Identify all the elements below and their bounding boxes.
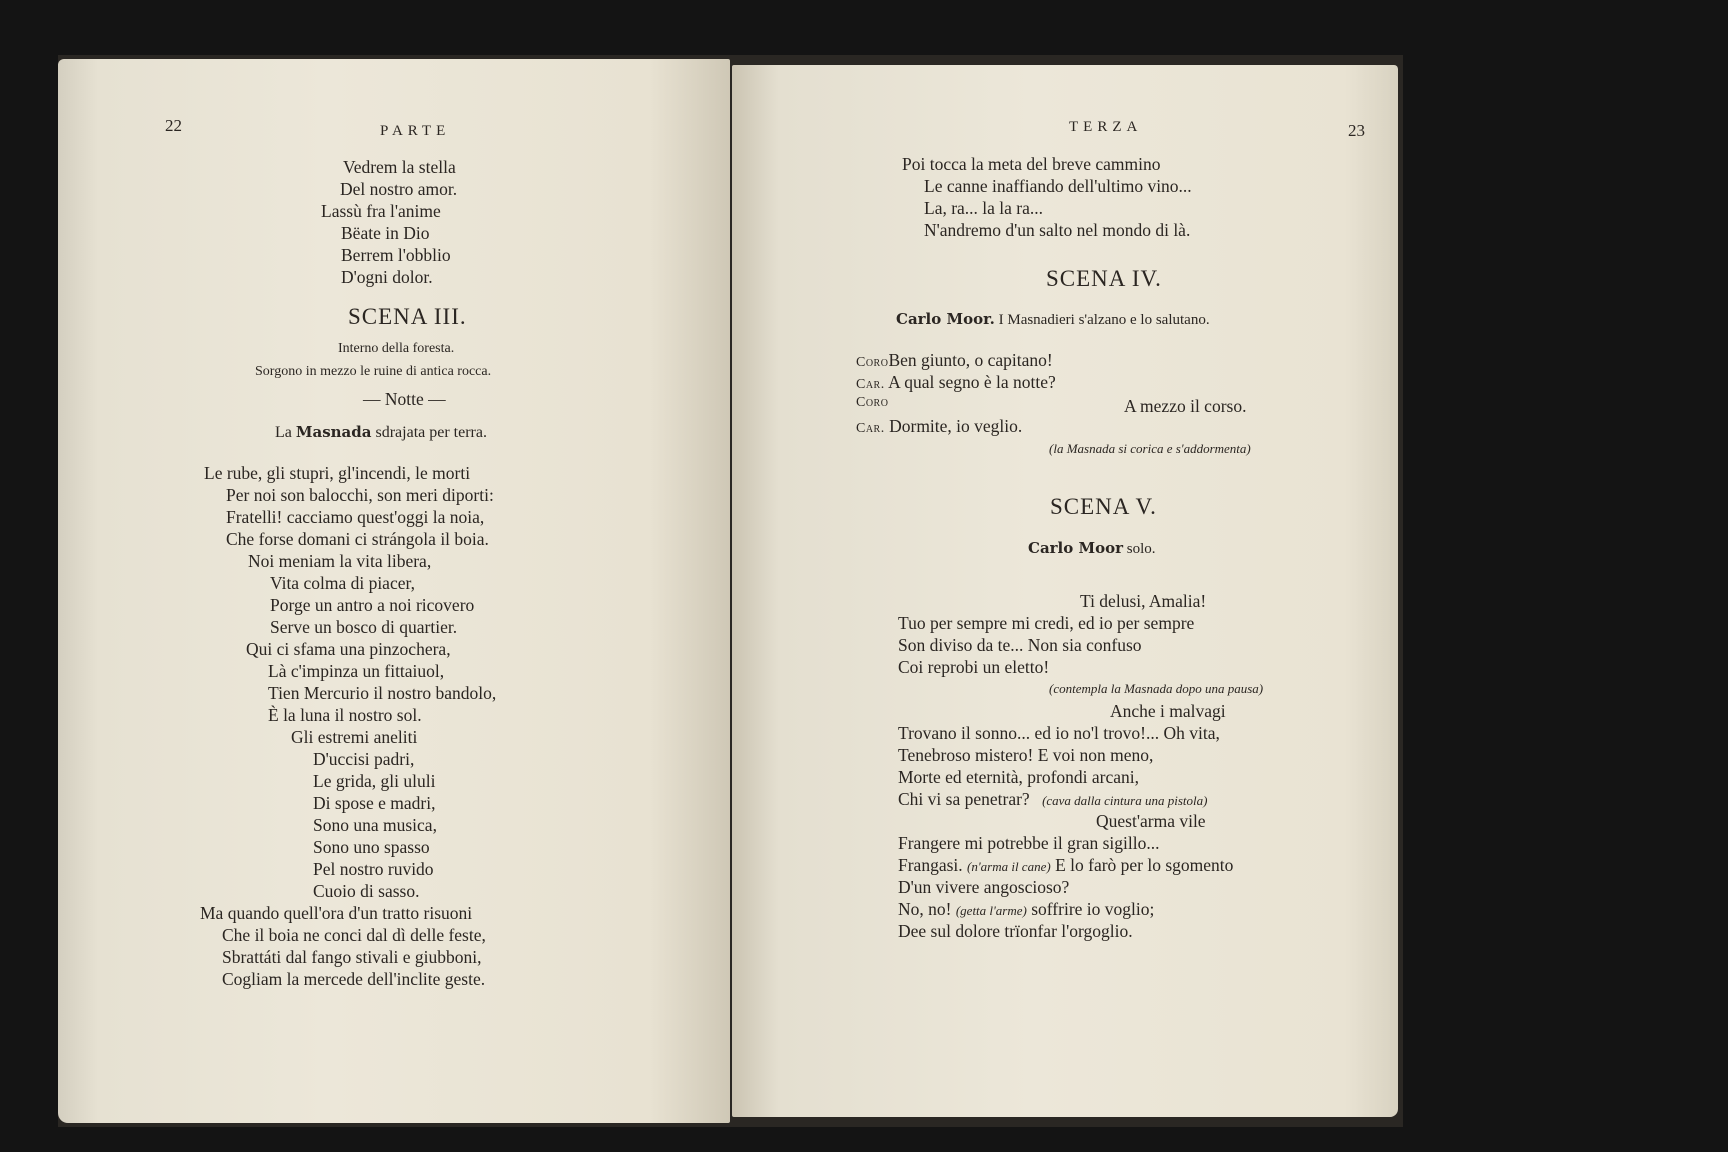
verse-line	[898, 791, 1207, 809]
cast-text: solo.	[1126, 541, 1156, 557]
left-page	[58, 59, 730, 1123]
verse-text: Frangasi.	[898, 855, 963, 875]
verse-line: Coi reprobi un eletto!	[898, 657, 1050, 677]
speaker: Car.	[856, 421, 885, 436]
verse-line: N'andremo d'un salto nel mondo di là.	[924, 220, 1191, 240]
verse-line: Tuo per sempre mi credi, ed io per sempre	[898, 613, 1195, 633]
verse-line: Porge un antro a noi ricovero	[270, 595, 475, 615]
verse-line: Le canne inaffiando dell'ultimo vino...	[924, 176, 1192, 196]
verse-text: Chi vi sa penetrar?	[898, 789, 1030, 809]
dialogue-text: Dormite, io veglio.	[889, 416, 1023, 436]
verse-line: Le rube, gli stupri, gl'incendi, le morti	[204, 463, 471, 483]
verse-line: Le grida, gli ululi	[313, 771, 436, 791]
verse-line: Pel nostro ruvido	[313, 859, 434, 879]
verse-line: D'ogni dolor.	[341, 267, 433, 287]
page-number-right: 23	[1348, 121, 1365, 140]
cast-name: Carlo Moor.	[896, 310, 995, 328]
verse-line: Cuoio di sasso.	[313, 881, 420, 901]
page-number-left: 22	[165, 116, 182, 135]
verse-line: Là c'impinza un fittaiuol,	[268, 661, 445, 681]
verse-line: Morte ed eternità, profondi arcani,	[898, 767, 1140, 787]
verse-text: soffrire io voglio;	[1031, 899, 1155, 919]
cast-text: I Masnadieri s'alzano e lo salutano.	[998, 312, 1210, 328]
dialogue-line	[856, 352, 1053, 370]
verse-line: Vita colma di piacer,	[270, 573, 415, 593]
scene-title: SCENA III.	[348, 304, 467, 329]
dialogue-text: A qual segno è la notte?	[888, 372, 1056, 392]
dialogue-line	[856, 418, 1022, 436]
verse-line: Sono una musica,	[313, 815, 437, 835]
verse-line: Berrem l'obblio	[341, 245, 451, 265]
verse-line: Poi tocca la meta del breve cammino	[902, 154, 1161, 174]
cast-line	[1028, 541, 1156, 557]
stage-direction: (contempla la Masnada dopo una pausa)	[1049, 681, 1264, 696]
cast-line	[275, 425, 487, 441]
cast-prefix: La	[275, 424, 292, 441]
verse-line: Anche i malvagi	[1110, 701, 1226, 721]
stage-direction: (la Masnada si corica e s'addormenta)	[1049, 441, 1251, 456]
stage-direction: (n'arma il cane)	[967, 859, 1051, 874]
stage-direction: (getta l'arme)	[955, 903, 1027, 918]
cast-line	[896, 312, 1210, 328]
running-head-left: PARTE	[380, 123, 451, 139]
stage-direction: (cava dalla cintura una pistola)	[1042, 793, 1208, 808]
verse-line: Dee sul dolore trïonfar l'orgoglio.	[898, 921, 1133, 941]
speaker: Car.	[856, 377, 885, 392]
verse-line: Che forse domani ci strángola il boia.	[226, 529, 489, 549]
verse-line: Qui ci sfama una pinzochera,	[246, 639, 451, 659]
verse-line: Gli estremi aneliti	[291, 727, 418, 747]
setting-line: Interno della foresta.	[338, 341, 455, 356]
setting-line: Sorgono in mezzo le ruine di antica rocca.	[255, 364, 492, 379]
verse-line: Cogliam la mercede dell'inclite geste.	[222, 969, 486, 989]
verse-line: Tien Mercurio il nostro bandolo,	[268, 683, 497, 703]
verse-line: Fratelli! cacciamo quest'oggi la noia,	[226, 507, 485, 527]
verse-line: Quest'arma vile	[1096, 811, 1206, 831]
dialogue-text: Ben giunto, o capitano!	[888, 350, 1053, 370]
running-head-right: TERZA	[1069, 119, 1143, 135]
dialogue-line	[856, 374, 1056, 392]
verse-line: Bëate in Dio	[341, 223, 430, 243]
verse-line: Serve un bosco di quartier.	[270, 617, 458, 637]
verse-line: D'uccisi padri,	[313, 749, 415, 769]
verse-line: Son diviso da te... Non sia confuso	[898, 635, 1142, 655]
cast-name: Carlo Moor	[1028, 539, 1124, 557]
scene-title: SCENA IV.	[1046, 266, 1162, 291]
verse-line: Vedrem la stella	[343, 157, 456, 177]
verse-line: Per noi son balocchi, son meri diporti:	[226, 485, 494, 505]
verse-line: Sbrattáti dal fango stivali e giubboni,	[222, 947, 482, 967]
verse-line	[898, 857, 1233, 875]
verse-line: Sono uno spasso	[313, 837, 430, 857]
verse-line: Che il boia ne conci dal dì delle feste,	[222, 925, 486, 945]
verse-line: Ma quando quell'ora d'un tratto risuoni	[200, 903, 473, 923]
verse-text: E lo farò per lo sgomento	[1055, 855, 1234, 875]
scene-title: SCENA V.	[1050, 494, 1157, 519]
verse-line: È la luna il nostro sol.	[268, 705, 422, 725]
speaker: Coro	[856, 395, 889, 410]
right-page	[732, 65, 1398, 1117]
cast-suffix: sdrajata per terra.	[375, 424, 487, 441]
verse-line: Trovano il sonno... ed io no'l trovo!... Oh vita,	[898, 723, 1220, 743]
open-book	[58, 55, 1403, 1127]
verse-line: Del nostro amor.	[340, 179, 458, 199]
verse-line	[898, 901, 1154, 919]
verse-text: No, no!	[898, 899, 952, 919]
verse-line: Noi meniam la vita libera,	[248, 551, 432, 571]
dialogue-text: A mezzo il corso.	[1124, 396, 1247, 416]
verse-line: Di spose e madri,	[313, 793, 436, 813]
verse-line: Lassù fra l'anime	[321, 201, 441, 221]
speaker: Coro	[856, 355, 889, 370]
verse-line: La, ra... la la ra...	[924, 198, 1044, 218]
verse-line: Ti delusi, Amalia!	[1080, 591, 1207, 611]
verse-line: Tenebroso mistero! E voi non meno,	[898, 745, 1154, 765]
verse-line: D'un vivere angoscioso?	[898, 877, 1070, 897]
time-line: — Notte —	[363, 389, 446, 409]
verse-line: Frangere mi potrebbe il gran sigillo...	[898, 833, 1160, 853]
cast-name: Masnada	[295, 423, 372, 441]
